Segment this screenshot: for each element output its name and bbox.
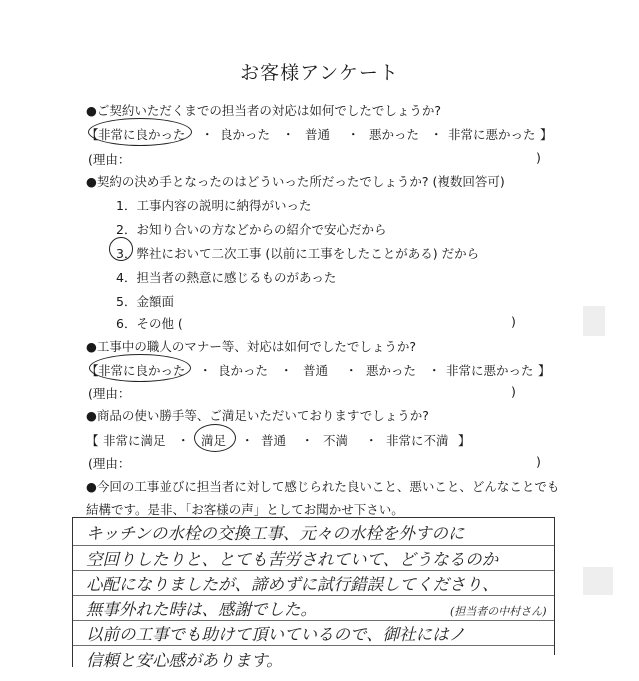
q1-selection-circle [88, 118, 192, 146]
q4-reason-close: ) [536, 454, 541, 469]
q2-item-1[interactable]: 1．工事内容の説明に納得がいった [116, 198, 312, 213]
comment-rule [72, 645, 554, 646]
q2-item-5[interactable]: 5．金額面 [116, 294, 174, 309]
question-2: ●契約の決め手となったのはどういった所だったでしょうか? (複数回答可) [86, 174, 505, 189]
q1-option-normal[interactable]: 普通 [305, 127, 331, 142]
q4-option-normal[interactable]: 普通 [261, 433, 287, 448]
q2-item-3[interactable]: 3．弊社において二次工事 (以前に工事をしたことがある) だから [116, 246, 480, 261]
q1-sep: ・ [201, 127, 214, 142]
q1-reason-close: ) [536, 150, 541, 165]
q3-sep: ・ [199, 363, 212, 378]
question-5-line-1: ●今回の工事並びに担当者に対して感じられた良いこと、悪いこと、どんなことでも [86, 479, 560, 494]
handwritten-line-6: 信頼と安心感があります。 [86, 651, 283, 670]
q2-item-2[interactable]: 2．お知り合いの方などからの紹介で安心だから [116, 222, 387, 237]
q4-sep: ・ [177, 433, 190, 448]
handwritten-line-2: 空回りしたりと、とても苦労されていて、どうなるのか [86, 550, 499, 569]
q1-sep: ・ [282, 127, 295, 142]
q4-option-very-dissatisfied[interactable]: 非常に不満 [386, 433, 449, 448]
comment-box-top [72, 517, 554, 518]
q4-sep: ・ [365, 433, 378, 448]
q1-bracket-close: 】 [540, 127, 553, 142]
q4-sep: ・ [301, 433, 314, 448]
q1-option-good[interactable]: 良かった [220, 127, 271, 142]
comment-box-right [554, 517, 555, 655]
q3-reason-close: ) [511, 384, 516, 399]
q3-bracket-close: 】 [538, 363, 551, 378]
scan-artifact [583, 567, 613, 595]
q1-bracket-open: 【 [86, 127, 99, 142]
scan-artifact [583, 306, 605, 336]
q3-sep: ・ [345, 363, 358, 378]
question-1: ●ご契約いただくまでの担当者の対応は如何でしたでしょうか? [86, 103, 442, 118]
q3-option-good[interactable]: 良かった [218, 363, 269, 378]
q1-option-very-good[interactable]: 非常に良かった [98, 127, 186, 142]
question-4: ●商品の使い勝手等、ご満足いただいておりますでしょうか? [86, 408, 429, 423]
q4-option-very-satisfied[interactable]: 非常に満足 [103, 433, 166, 448]
q2-selection-circle [109, 237, 133, 261]
handwritten-line-5: 以前の工事でも助けて頂いているので、御社にはノ [86, 625, 466, 644]
q2-item-4[interactable]: 4．担当者の熱意に感じるものがあった [116, 270, 337, 285]
handwritten-note: (担当者の中村さん) [450, 605, 547, 618]
q2-item-6[interactable]: 6．その他 ( [116, 316, 183, 331]
handwritten-line-4: 無事外れた時は、感謝でした。 [86, 600, 317, 619]
q4-selection-circle [194, 424, 236, 452]
q3-option-very-good[interactable]: 非常に良かった [98, 363, 186, 378]
q3-option-normal[interactable]: 普通 [303, 363, 329, 378]
q4-option-satisfied[interactable]: 満足 [201, 433, 227, 448]
q3-option-very-bad[interactable]: 非常に悪かった [446, 363, 534, 378]
handwritten-line-3: 心配になりましたが、諦めずに試行錯誤してくださり、 [86, 575, 499, 594]
q4-reason-label: (理由： [88, 456, 131, 471]
q1-option-very-bad[interactable]: 非常に悪かった [448, 127, 536, 142]
q1-option-bad[interactable]: 悪かった [369, 127, 420, 142]
page-title: お客様アンケート [240, 62, 399, 84]
q3-bracket-open: 【 [86, 363, 99, 378]
q3-selection-circle [89, 354, 191, 382]
q4-sep: ・ [241, 433, 254, 448]
q2-item-6-close: ) [511, 314, 516, 329]
q1-sep: ・ [347, 127, 360, 142]
q3-reason-label: (理由： [88, 386, 131, 401]
question-3: ●工事中の職人のマナー等、対応は如何でしたでしょうか? [86, 339, 417, 354]
q4-bracket-open: 【 [86, 433, 99, 448]
q3-option-bad[interactable]: 悪かった [366, 363, 417, 378]
q3-sep: ・ [428, 363, 441, 378]
q4-option-dissatisfied[interactable]: 不満 [323, 433, 349, 448]
q1-sep: ・ [430, 127, 443, 142]
q3-sep: ・ [280, 363, 293, 378]
handwritten-line-1: キッチンの水栓の交換工事、元々の水栓を外すのに [86, 524, 465, 543]
q1-reason-label: (理由： [88, 152, 131, 167]
question-5-line-2: 結構です。是非、「お客様の声」としてお聞かせ下さい。 [86, 502, 404, 517]
q4-bracket-close: 】 [458, 433, 471, 448]
